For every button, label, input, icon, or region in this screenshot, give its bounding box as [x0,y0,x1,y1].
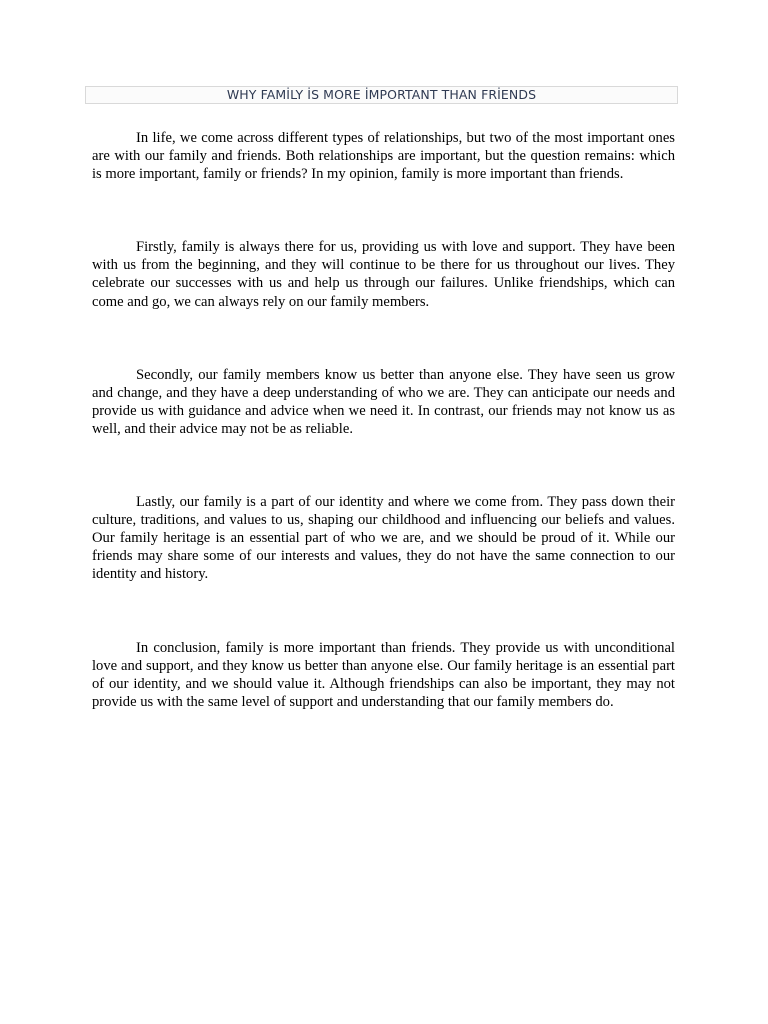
paragraph-lastly: Lastly, our family is a part of our identity and where we come from. They pass down their culture, traditions, and values to us, shaping our childhood and influencing our beliefs and values. Our family heritage is an essential part of who we are, and we should be proud of it. While our friends may share some of our interests and values, they do not have the same connection to our identity and history. [92,494,675,583]
paragraph-firstly: Firstly, family is always there for us, providing us with love and support. They have been with us from the beginning, and they will continue to be there for us throughout our lives. They celebrate our successes with us and help us through our failures. Unlike friendships, which can come and go, we can always rely on our family members. [92,239,675,310]
document-body [92,129,675,711]
document-title: WHY FAMİLY İS MORE İMPORTANT THAN FRİENDS [85,86,678,104]
paragraph-introduction: In life, we come across different types of relationships, but two of the most important ones are with our family and friends. Both relationships are important, but the question remains: which is more important, family or friends? In my opinion, family is more important than friends. [92,130,675,183]
paragraph-secondly: Secondly, our family members know us better than anyone else. They have seen us grow and change, and they have a deep understanding of who we are. They can anticipate our needs and provide us with guidance and advice when we need it. In contrast, our friends may not know us as well, and their advice may not be as reliable. [92,366,675,437]
paragraph-conclusion: In conclusion, family is more important than friends. They provide us with unconditional love and support, and they know us better than anyone else. Our family heritage is an essential part of our identity, and we should value it. Although friendships can also be important, they may not provide us with the same level of support and understanding that our family members do. [92,639,675,710]
